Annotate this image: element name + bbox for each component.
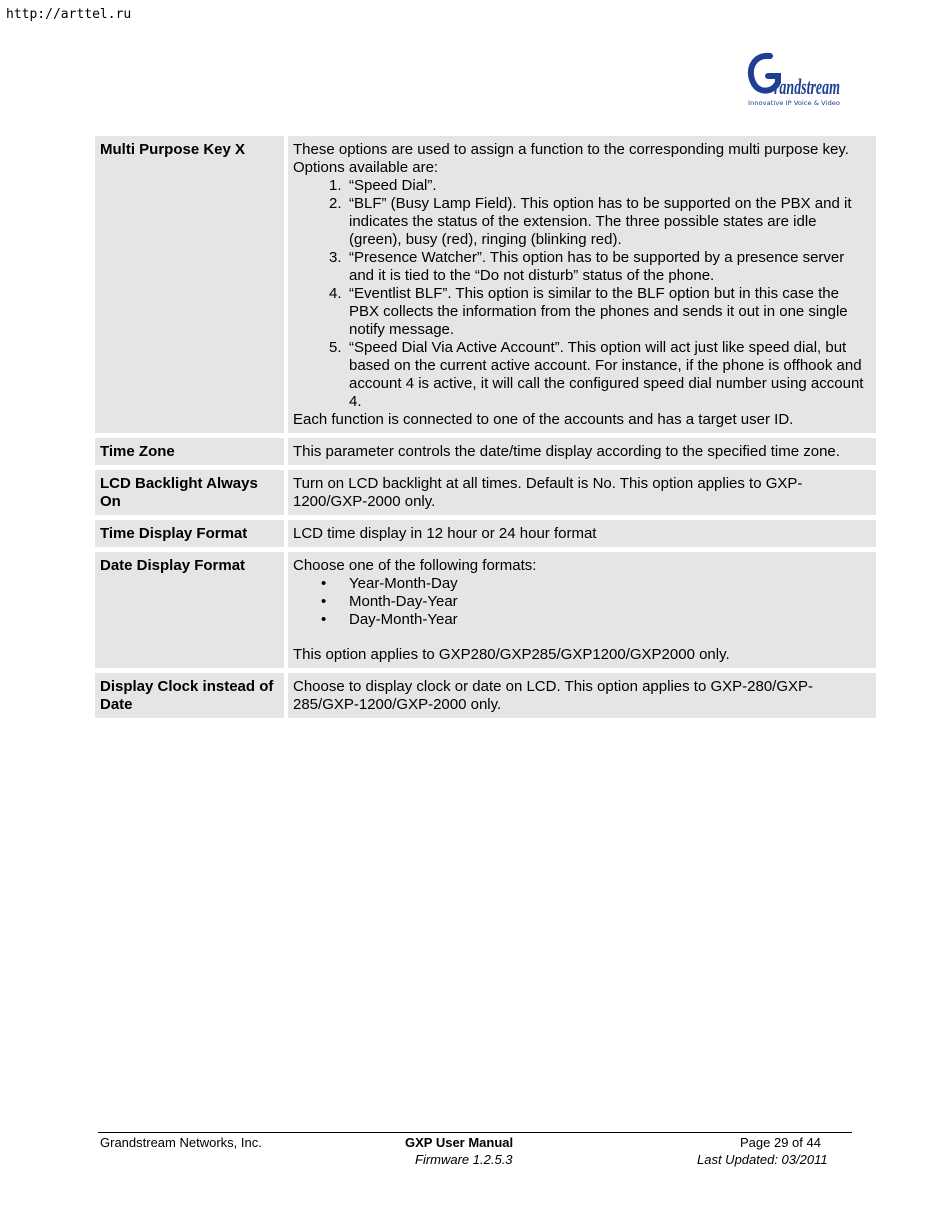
param-name: Time Zone xyxy=(95,438,284,465)
param-name: LCD Backlight Always On xyxy=(95,470,284,515)
bullet: • xyxy=(321,575,327,592)
list-text: “Speed Dial Via Active Account”. This option will act just like speed dial, but based on the current active account. For instance, if the phone is offhook and account 4 is active, it will call the configured speed dial number using account 4. xyxy=(349,339,864,410)
table-row xyxy=(95,520,876,547)
param-description: This parameter controls the date/time display according to the specified time zone. xyxy=(288,438,876,465)
list-number: 2. xyxy=(329,195,342,212)
footer-manual-title: GXP User Manual xyxy=(405,1135,514,1150)
footer-divider xyxy=(98,1132,852,1133)
list-item xyxy=(293,593,872,611)
list-number: 3. xyxy=(329,249,342,266)
param-description: LCD time display in 12 hour or 24 hour format xyxy=(288,520,876,547)
param-name: Date Display Format xyxy=(95,552,284,668)
options-list xyxy=(293,177,872,411)
description-text: Each function is connected to one of the accounts and has a target user ID. xyxy=(293,411,794,428)
parameter-table xyxy=(95,136,876,723)
list-item xyxy=(293,285,872,339)
formats-list xyxy=(293,575,872,629)
table-row xyxy=(95,136,876,433)
param-name: Display Clock instead of Date xyxy=(95,673,284,718)
list-item xyxy=(293,339,872,411)
description-text: Choose one of the following formats: xyxy=(293,557,537,574)
list-number: 5. xyxy=(329,339,342,356)
param-name: Multi Purpose Key X xyxy=(95,136,284,433)
footer-last-updated: Last Updated: 03/2011 xyxy=(697,1152,828,1167)
bullet: • xyxy=(321,611,327,628)
svg-text:randstream: randstream xyxy=(774,74,840,99)
list-number: 1. xyxy=(329,177,342,194)
list-item xyxy=(293,575,872,593)
table-row xyxy=(95,552,876,668)
list-item xyxy=(293,195,872,249)
param-description xyxy=(288,552,876,668)
list-item xyxy=(293,177,872,195)
table-row xyxy=(95,673,876,718)
description-text: Options available are: xyxy=(293,159,439,176)
table-row xyxy=(95,470,876,515)
list-text: Year-Month-Day xyxy=(349,575,458,592)
footer-firmware: Firmware 1.2.5.3 xyxy=(415,1152,513,1167)
list-item xyxy=(293,611,872,629)
list-text: Month-Day-Year xyxy=(349,593,458,610)
list-text: “Presence Watcher”. This option has to be supported by a presence server and it is tied to the “Do not disturb” status of the phone. xyxy=(349,249,845,284)
footer-company: Grandstream Networks, Inc. xyxy=(100,1135,262,1150)
param-description: Choose to display clock or date on LCD. This option applies to GXP-280/GXP-285/GXP-1200/GXP-2000 only. xyxy=(288,673,876,718)
list-text: Day-Month-Year xyxy=(349,611,458,628)
footer-page-number: Page 29 of 44 xyxy=(740,1135,821,1150)
param-name: Time Display Format xyxy=(95,520,284,547)
table-row xyxy=(95,438,876,465)
param-description: Turn on LCD backlight at all times. Default is No. This option applies to GXP-1200/GXP-2000 only. xyxy=(288,470,876,515)
bullet: • xyxy=(321,593,327,610)
description-text: These options are used to assign a function to the corresponding multi purpose key. xyxy=(293,141,849,158)
svg-text:Innovative IP Voice & Video: Innovative IP Voice & Video xyxy=(748,99,841,107)
list-text: “Speed Dial”. xyxy=(349,177,437,194)
list-number: 4. xyxy=(329,285,342,302)
header-url[interactable]: http://arttel.ru xyxy=(6,7,132,22)
list-text: “Eventlist BLF”. This option is similar to the BLF option but in this case the PBX collects the information from the phones and sends it out in one single notify message. xyxy=(349,285,848,338)
list-text: “BLF” (Busy Lamp Field). This option has to be supported on the PBX and it indicates the status of the extension. The three possible states are idle (green), busy (red), ringing (blinking red). xyxy=(349,195,852,248)
description-text: This option applies to GXP280/GXP285/GXP1200/GXP2000 only. xyxy=(293,646,730,663)
grandstream-logo xyxy=(744,48,844,108)
list-item xyxy=(293,249,872,285)
param-description xyxy=(288,136,876,433)
